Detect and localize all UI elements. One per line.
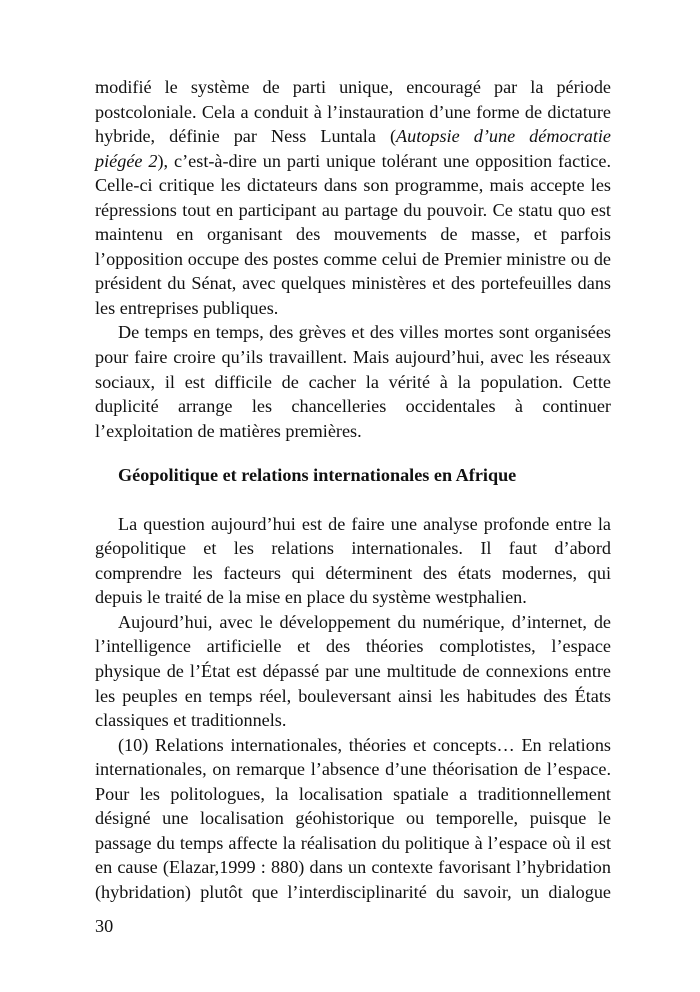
text-segment: sociaux, il est difficile de cacher la vérité à la population. Cette — [95, 371, 611, 392]
text-segment: passage du temps affecte la réalisation du politique à l’espace où il est — [95, 832, 611, 853]
text-line — [95, 345, 611, 370]
text-segment: depuis le traité de la mise en place du système westphalien. — [95, 587, 527, 608]
text-line — [95, 419, 611, 444]
text-line — [95, 296, 611, 321]
text-segment: (hybridation) plutôt que l’interdisciplinarité du savoir, un dialogue — [95, 881, 611, 902]
text-segment: (10) Relations internationales, théories et concepts… En relations — [118, 734, 611, 755]
text-segment: physique de l’État est dépassé par une multitude de connexions entre — [95, 661, 611, 682]
text-line — [95, 394, 611, 419]
text-segment: Aujourd’hui, avec le développement du numérique, d’internet, de — [118, 611, 611, 632]
text-segment: Celle-ci critique les dictateurs dans son programme, mais accepte les — [95, 175, 611, 196]
text-line — [95, 634, 611, 659]
text-segment: président du Sénat, avec quelques ministères et des portefeuilles dans — [95, 273, 611, 294]
text-line — [95, 561, 611, 586]
text-segment: maintenu en organisant des mouvements de masse, et parfois — [95, 224, 611, 245]
text-segment: De temps en temps, des grèves et des villes mortes sont organisées — [118, 322, 611, 343]
text-line — [95, 782, 611, 807]
text-segment: les entreprises publiques. — [95, 297, 279, 318]
text-line — [95, 75, 611, 100]
text-segment: l’exploitation de matières premières. — [95, 420, 362, 441]
text-line — [95, 757, 611, 782]
paragraph — [95, 75, 611, 320]
text-line — [95, 610, 611, 635]
text-segment: comprendre les facteurs qui déterminent des états modernes, qui — [95, 562, 611, 583]
text-line — [95, 585, 611, 610]
text-line — [95, 855, 611, 880]
text-line — [95, 831, 611, 856]
paragraph — [95, 610, 611, 733]
text-segment: La question aujourd’hui est de faire une analyse profonde entre la — [118, 513, 611, 534]
italic-title: piégée 2 — [95, 150, 158, 171]
text-segment: modifié le système de parti unique, encouragé par la période — [95, 77, 611, 97]
text-line — [95, 271, 611, 296]
text-line — [95, 247, 611, 272]
text-line — [95, 100, 611, 125]
italic-title: Autopsie d’une démocratie — [396, 126, 611, 147]
text-line — [95, 173, 611, 198]
text-line — [95, 733, 611, 758]
text-line — [95, 806, 611, 831]
text-line — [95, 124, 611, 149]
text-line — [95, 222, 611, 247]
text-line — [95, 880, 611, 905]
text-line — [95, 536, 611, 561]
text-segment: classiques et traditionnels. — [95, 710, 287, 731]
text-segment: répressions tout en participant au partage du pouvoir. Ce statu quo est — [95, 199, 611, 220]
section-heading: Géopolitique et relations internationales en Afrique — [118, 465, 517, 486]
text-segment: désigné une localisation géohistorique ou temporelle, puisque le — [95, 808, 611, 829]
text-line — [95, 149, 611, 174]
text-line — [95, 512, 611, 537]
text-segment: Pour les politologues, la localisation spatiale a traditionnellement — [95, 783, 611, 804]
text-segment: postcoloniale. Cela a conduit à l’instauration d’une forme de dictature — [95, 101, 611, 122]
text-line — [95, 684, 611, 709]
paragraph — [95, 512, 611, 610]
page-body — [95, 75, 611, 905]
text-segment: ), c’est-à-dire un parti unique tolérant une opposition factice. — [157, 150, 611, 171]
text-segment: internationales, on remarque l’absence d’une théorisation de l’espace. — [95, 759, 611, 780]
text-segment: l’opposition occupe des postes comme celui de Premier ministre ou de — [95, 248, 611, 269]
text-line — [95, 320, 611, 345]
text-line — [95, 198, 611, 223]
paragraph — [95, 733, 611, 905]
paragraph — [95, 320, 611, 443]
text-segment: géopolitique et les relations internationales. Il faut d’abord — [95, 538, 611, 559]
text-segment: hybride, définie par Ness Luntala ( — [95, 126, 397, 147]
text-segment: pour faire croire qu’ils travaillent. Mais aujourd’hui, avec les réseaux — [95, 347, 611, 368]
text-line — [95, 370, 611, 395]
page-number: 30 — [95, 916, 114, 936]
text-line — [95, 659, 611, 684]
text-segment: duplicité arrange les chancelleries occidentales à continuer — [95, 396, 611, 417]
text-segment: en cause (Elazar,1999 : 880) dans un contexte favorisant l’hybridation — [95, 857, 611, 878]
text-segment: les peuples en temps réel, bouleversant ainsi les habitudes des États — [95, 685, 611, 706]
text-line — [95, 708, 611, 733]
text-segment: l’intelligence artificielle et des théories complotistes, l’espace — [95, 636, 611, 657]
